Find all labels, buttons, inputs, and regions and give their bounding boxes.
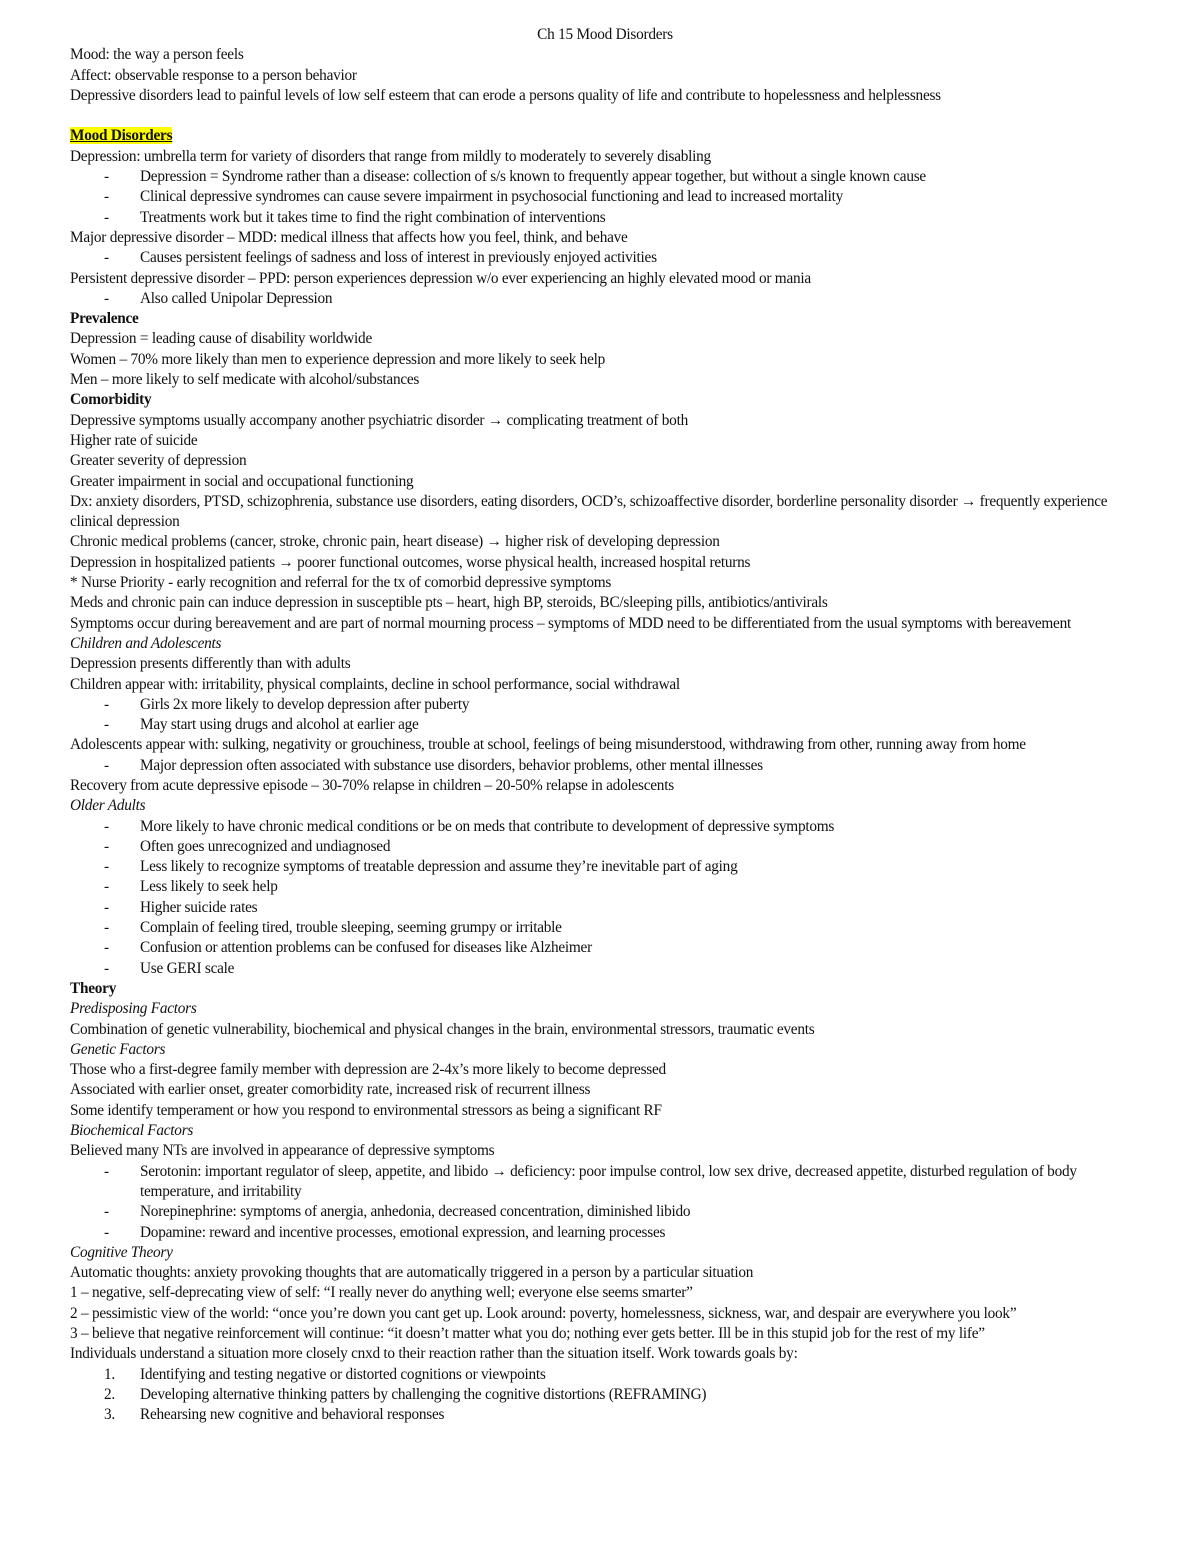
list-marker: - xyxy=(104,1162,109,1180)
list-marker: - xyxy=(104,1203,109,1221)
list-marker: - xyxy=(104,939,109,957)
paragraph: Recovery from acute depressive episode – 30-70% relapse in children – 20-50% relapse in adolescents xyxy=(70,776,674,794)
subsection-heading: Predisposing Factors xyxy=(70,1000,197,1018)
paragraph: Symptoms occur during bereavement and are part of normal mourning process – symptoms of MDD need to be differentiated from the usual symptoms with bereavement xyxy=(70,614,1071,632)
list-item xyxy=(70,1223,1140,1243)
list-item-text: Causes persistent feelings of sadness and loss of interest in previously enjoyed activities xyxy=(140,249,657,267)
document-body xyxy=(70,45,1140,1425)
list-item-text: Norepinephrine: symptoms of anergia, anhedonia, decreased concentration, diminished libido xyxy=(140,1203,691,1221)
paragraph: Those who a first-degree family member with depression are 2-4x’s more likely to become depressed xyxy=(70,1061,666,1079)
paragraph: Persistent depressive disorder – PPD: person experiences depression w/o ever experiencing an highly elevated mood or mania xyxy=(70,269,811,287)
paragraph: Combination of genetic vulnerability, biochemical and physical changes in the brain, environmental stressors, traumatic events xyxy=(70,1020,815,1038)
list-marker: - xyxy=(104,716,109,734)
paragraph: 3 – believe that negative reinforcement will continue: “it doesn’t matter what you do; nothing ever gets better. Ill be in this stupid job for the rest of my life” xyxy=(70,1325,985,1342)
list-item xyxy=(70,938,1140,958)
paragraph: Affect: observable response to a person behavior xyxy=(70,66,357,84)
list-item xyxy=(70,837,1140,857)
page-title: Ch 15 Mood Disorders xyxy=(537,26,673,43)
paragraph: Some identify temperament or how you respond to environmental stressors as being a significant RF xyxy=(70,1101,662,1119)
list-item-text: Major depression often associated with substance use disorders, behavior problems, other mental illnesses xyxy=(140,756,763,774)
list-item xyxy=(70,187,1140,207)
list-item-text: Treatments work but it takes time to find the right combination of interventions xyxy=(140,208,606,226)
paragraph: Depression = leading cause of disability worldwide xyxy=(70,330,372,348)
paragraph: Depression presents differently than with adults xyxy=(70,655,351,673)
list-item-text: Often goes unrecognized and undiagnosed xyxy=(140,837,391,855)
list-item-text: Less likely to recognize symptoms of treatable depression and assume they’re inevitable part of aging xyxy=(140,858,738,876)
list-item xyxy=(70,898,1140,918)
list-item-text: Less likely to seek help xyxy=(140,878,278,896)
list-marker: 1. xyxy=(104,1365,115,1383)
list-item xyxy=(70,248,1140,268)
list-item xyxy=(70,167,1140,187)
list-item-text: Complain of feeling tired, trouble sleeping, seeming grumpy or irritable xyxy=(140,919,562,937)
highlighted-heading-text: Mood Disorders xyxy=(70,127,173,145)
paragraph: Depressive symptoms usually accompany another psychiatric disorder → complicating treatment of both xyxy=(70,411,688,429)
section-heading: Comorbidity xyxy=(70,391,152,409)
list-item-text: Developing alternative thinking patters by challenging the cognitive distortions (REFRAMING) xyxy=(140,1385,707,1403)
list-marker: - xyxy=(104,188,109,206)
paragraph: Depression: umbrella term for variety of disorders that range from mildly to moderately to severely disabling xyxy=(70,147,711,165)
list-marker: - xyxy=(104,1223,109,1241)
list-item-text: Clinical depressive syndromes can cause severe impairment in psychosocial functioning and lead to increased mortality xyxy=(140,188,844,206)
section-heading: Theory xyxy=(70,979,117,997)
blank-line xyxy=(70,106,1140,126)
paragraph: Greater severity of depression xyxy=(70,452,247,470)
paragraph: Believed many NTs are involved in appearance of depressive symptoms xyxy=(70,1142,495,1160)
subsection-heading: Children and Adolescents xyxy=(70,634,222,652)
paragraph: Women – 70% more likely than men to experience depression and more likely to seek help xyxy=(70,350,606,368)
list-item-text: Serotonin: important regulator of sleep, appetite, and libido → deficiency: poor impulse control, low sex drive, decreased appetite, disturbed regulation of body temperature, and irritability xyxy=(140,1162,1077,1200)
list-marker: - xyxy=(104,168,109,186)
paragraph: Chronic medical problems (cancer, stroke, chronic pain, heart disease) → higher risk of developing depression xyxy=(70,533,720,551)
list-item xyxy=(70,1365,1140,1385)
list-marker: - xyxy=(104,289,109,307)
list-marker: - xyxy=(104,837,109,855)
list-marker: 2. xyxy=(104,1385,115,1403)
list-item-text: Confusion or attention problems can be confused for diseases like Alzheimer xyxy=(140,939,592,957)
list-item xyxy=(70,756,1140,776)
paragraph: Individuals understand a situation more closely cnxd to their reaction rather than the situation itself. Work towards goals by: xyxy=(70,1345,798,1363)
paragraph: Mood: the way a person feels xyxy=(70,46,244,64)
list-item-text: Also called Unipolar Depression xyxy=(140,289,333,307)
list-item-text: Identifying and testing negative or distorted cognitions or viewpoints xyxy=(140,1365,546,1383)
list-item xyxy=(70,817,1140,837)
paragraph: Higher rate of suicide xyxy=(70,431,198,449)
list-item xyxy=(70,857,1140,877)
paragraph: Depressive disorders lead to painful levels of low self esteem that can erode a persons quality of life and contribute to hopelessness and helplessness xyxy=(70,86,941,104)
paragraph: Major depressive disorder – MDD: medical illness that affects how you feel, think, and behave xyxy=(70,228,628,246)
list-item xyxy=(70,1405,1140,1425)
paragraph: Dx: anxiety disorders, PTSD, schizophrenia, substance use disorders, eating disorders, OCD’s, schizoaffective disorder, borderline personality disorder → frequently experience clinical depression xyxy=(70,492,1108,531)
list-item-text: Rehearsing new cognitive and behavioral responses xyxy=(140,1406,445,1424)
list-marker: - xyxy=(104,959,109,977)
list-item xyxy=(70,208,1140,228)
list-marker: - xyxy=(104,695,109,713)
list-marker: - xyxy=(104,919,109,937)
paragraph: Depression in hospitalized patients → poorer functional outcomes, worse physical health, increased hospital returns xyxy=(70,553,751,571)
subsection-heading: Biochemical Factors xyxy=(70,1122,194,1140)
list-item xyxy=(70,959,1140,979)
paragraph: Men – more likely to self medicate with alcohol/substances xyxy=(70,371,420,389)
list-item xyxy=(70,1162,1140,1203)
paragraph: Meds and chronic pain can induce depression in susceptible pts – heart, high BP, steroids, BC/sleeping pills, antibiotics/antivirals xyxy=(70,594,828,612)
list-item-text: Girls 2x more likely to develop depression after puberty xyxy=(140,695,470,713)
paragraph: 1 – negative, self-deprecating view of self: “I really never do anything well; everyone else seems smarter” xyxy=(70,1284,693,1302)
paragraph: Children appear with: irritability, physical complaints, decline in school performance, social withdrawal xyxy=(70,675,680,693)
list-marker: - xyxy=(104,817,109,835)
list-item xyxy=(70,1385,1140,1405)
list-item xyxy=(70,918,1140,938)
list-item-text: Dopamine: reward and incentive processes, emotional expression, and learning processes xyxy=(140,1223,666,1241)
subsection-heading: Genetic Factors xyxy=(70,1040,166,1058)
paragraph: * Nurse Priority - early recognition and referral for the tx of comorbid depressive symptoms xyxy=(70,574,612,592)
list-item xyxy=(70,695,1140,715)
list-marker: - xyxy=(104,858,109,876)
list-marker: - xyxy=(104,878,109,896)
list-item xyxy=(70,1202,1140,1222)
subsection-heading: Cognitive Theory xyxy=(70,1243,173,1261)
list-item-text: More likely to have chronic medical conditions or be on meds that contribute to development of depressive symptoms xyxy=(140,817,835,835)
list-item xyxy=(70,289,1140,309)
list-marker: - xyxy=(104,898,109,916)
list-item xyxy=(70,877,1140,897)
list-item xyxy=(70,715,1140,735)
list-marker: 3. xyxy=(104,1406,115,1424)
list-marker: - xyxy=(104,249,109,267)
paragraph: Adolescents appear with: sulking, negativity or grouchiness, trouble at school, feelings of being misunderstood, withdrawing from other, running away from home xyxy=(70,736,1026,754)
list-marker: - xyxy=(104,208,109,226)
list-item-text: Depression = Syndrome rather than a disease: collection of s/s known to frequently appear together, but without a single known cause xyxy=(140,168,926,186)
list-item-text: Higher suicide rates xyxy=(140,898,258,916)
paragraph: Automatic thoughts: anxiety provoking thoughts that are automatically triggered in a person by a particular situation xyxy=(70,1264,754,1282)
paragraph: Greater impairment in social and occupational functioning xyxy=(70,472,414,490)
subsection-heading: Older Adults xyxy=(70,797,146,815)
section-heading: Prevalence xyxy=(70,310,139,328)
list-item-text: Use GERI scale xyxy=(140,959,235,977)
paragraph: 2 – pessimistic view of the world: “once you’re down you cant get up. Look around: poverty, homelessness, sickness, war, and despair are everywhere you look” xyxy=(70,1304,1017,1322)
list-marker: - xyxy=(104,756,109,774)
list-item-text: May start using drugs and alcohol at earlier age xyxy=(140,716,419,734)
paragraph: Associated with earlier onset, greater comorbidity rate, increased risk of recurrent illness xyxy=(70,1081,591,1099)
section-heading-highlighted xyxy=(70,126,1140,146)
